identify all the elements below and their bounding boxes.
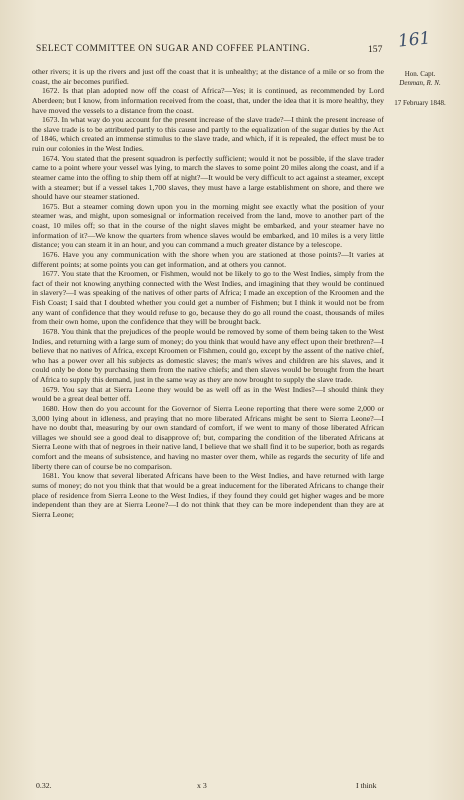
footer-catchword: I think	[356, 781, 377, 790]
paragraph-1680: 1680. How then do you account for the Governor of Sierra Leone reporting that there were some 2,000 or 3,000 lying about in idleness, and praying that no more liberated Africans might be sent to Sierra Leone?—I have no doubt that, measuring by our own standard of comfort, if we went to many of those liberated African villages we should see a good deal to disapprove of; but, comparing the condition of the liberated Africans at Sierra Leone with that of negroes in their native land, I believe that we shall find it to be superior, both as regards comfort and the means of subsistence, and having no master over them, while as regards the security of life and liberty there can of course be no comparison.	[32, 403, 384, 471]
page-number: 157	[368, 44, 383, 55]
paragraph-continuation: other rivers; it is up the rivers and just off the coast that it is unhealthy; at the distance of a mile or so from the coast, the air becomes purified.	[32, 67, 384, 86]
paragraph-1676: 1676. Have you any communication with the shore when you are stationed at those points?—It varies at different points; at some points you can get information, and at others you cannot.	[32, 249, 384, 269]
paragraph-1672: 1672. Is that plan adopted now off the coast of Africa?—Yes; it is continued, as recommended by Lord Aberdeen; but I know, from information received from the coast, that, under the idea that it is more healthy, they have moved the vessels to a distance from the coast.	[32, 86, 384, 115]
paragraph-1677: 1677. You state that the Kroomen, or Fishmen, would not be likely to go to the West Indies, simply from the fact of their not knowing anything connected with the West Indies, and imagining that they would be continued in slavery?—I was speaking of the natives of other parts of Africa; I made an exception of the Kroomen and the Fish Coast; I said that I doubted whether you could get a number of Fishmen; but I think it would not be from any want of confidence that they would refuse to go, because they do go all round the coast, thousands of miles from their own home, upon the confidence that they will be brought back.	[32, 269, 384, 327]
witness-title: Hon. Capt.	[404, 70, 436, 78]
paragraph-1681: 1681. You know that several liberated Africans have been to the West Indies, and have returned with large sums of money; do not you think that that would be a great inducement for the liberated Africans to change their place of residence from Sierra Leone to the West Indies, if they found they could get higher wages and be more independent than they are at Sierra Leone?—I do not think that they can be more independent than they are at Sierra Leone;	[32, 471, 384, 519]
footer-gathering-mark: x 3	[197, 781, 207, 790]
paragraph-1679: 1679. You say that at Sierra Leone they would be as well off as in the West Indies?—I should think they would be a great deal better off.	[32, 384, 384, 404]
paragraph-1678: 1678. You think that the prejudices of the people would be removed by some of them being taken to the West Indies, and returning with a large sum of money; do you think that would have any effect upon their brethren?—I believe that no natives of Africa, except Kroomen or Fishmen, could go, except by the assent of the native chief, who has a power over all his subjects as domestic slaves; the man's wives and children are his slaves, and it could only be done by purchasing them from the native chiefs; and then slaves would be brought from the heart of Africa to supply this demand, just in the same way as they are now brought to supply the slave trade.	[32, 326, 384, 384]
paragraph-1673: 1673. In what way do you account for the present increase of the slave trade?—I think the present increase of the slave trade is to be attributed partly to this cause and partly to the equalization of the sugar duties by the Act of 1846, which created an immense stimulus to the slave trade, and which, if it is repealed, the effect must be to ruin our colonies in the West Indies.	[32, 115, 384, 153]
running-header: SELECT COMMITTEE ON SUGAR AND COFFEE PLANTING.	[36, 44, 310, 54]
witness-name: Denman, R. N.	[399, 78, 441, 87]
witness-note	[388, 70, 452, 87]
margin-date: 17 February 1848.	[394, 99, 446, 107]
testimony-body	[32, 67, 384, 519]
handwritten-page-number: 161	[397, 28, 432, 52]
footer-signature-mark: 0.32.	[36, 781, 52, 790]
paragraph-1675: 1675. But a steamer coming down upon you in the morning might see exactly what the position of your steamer was, and might, upon somesignal or information received from the land, move to another part of the coast, 10 miles off; so that in the course of the night slaves might be embarked, and your steamer have no information of it?—We know the quarters from whence slaves would be embarked, and 10 miles is a very little distance; you can steam it in an hour, and you can command a much greater distance by a telescope.	[32, 201, 384, 250]
paragraph-1674: 1674. You stated that the present squadron is perfectly sufficient; would it not be possible, if the slave trader came to a point where your vessel was lying, to march the slaves to some point 20 miles along the coast, and if a steamer came into the offing to ship them off at night?—It would be very difficult to act against a steamer, except with a steamer; but if a vessel takes 1,700 slaves, they must have a large establishment on shore, and there we should have our steamer stationed.	[32, 153, 384, 202]
